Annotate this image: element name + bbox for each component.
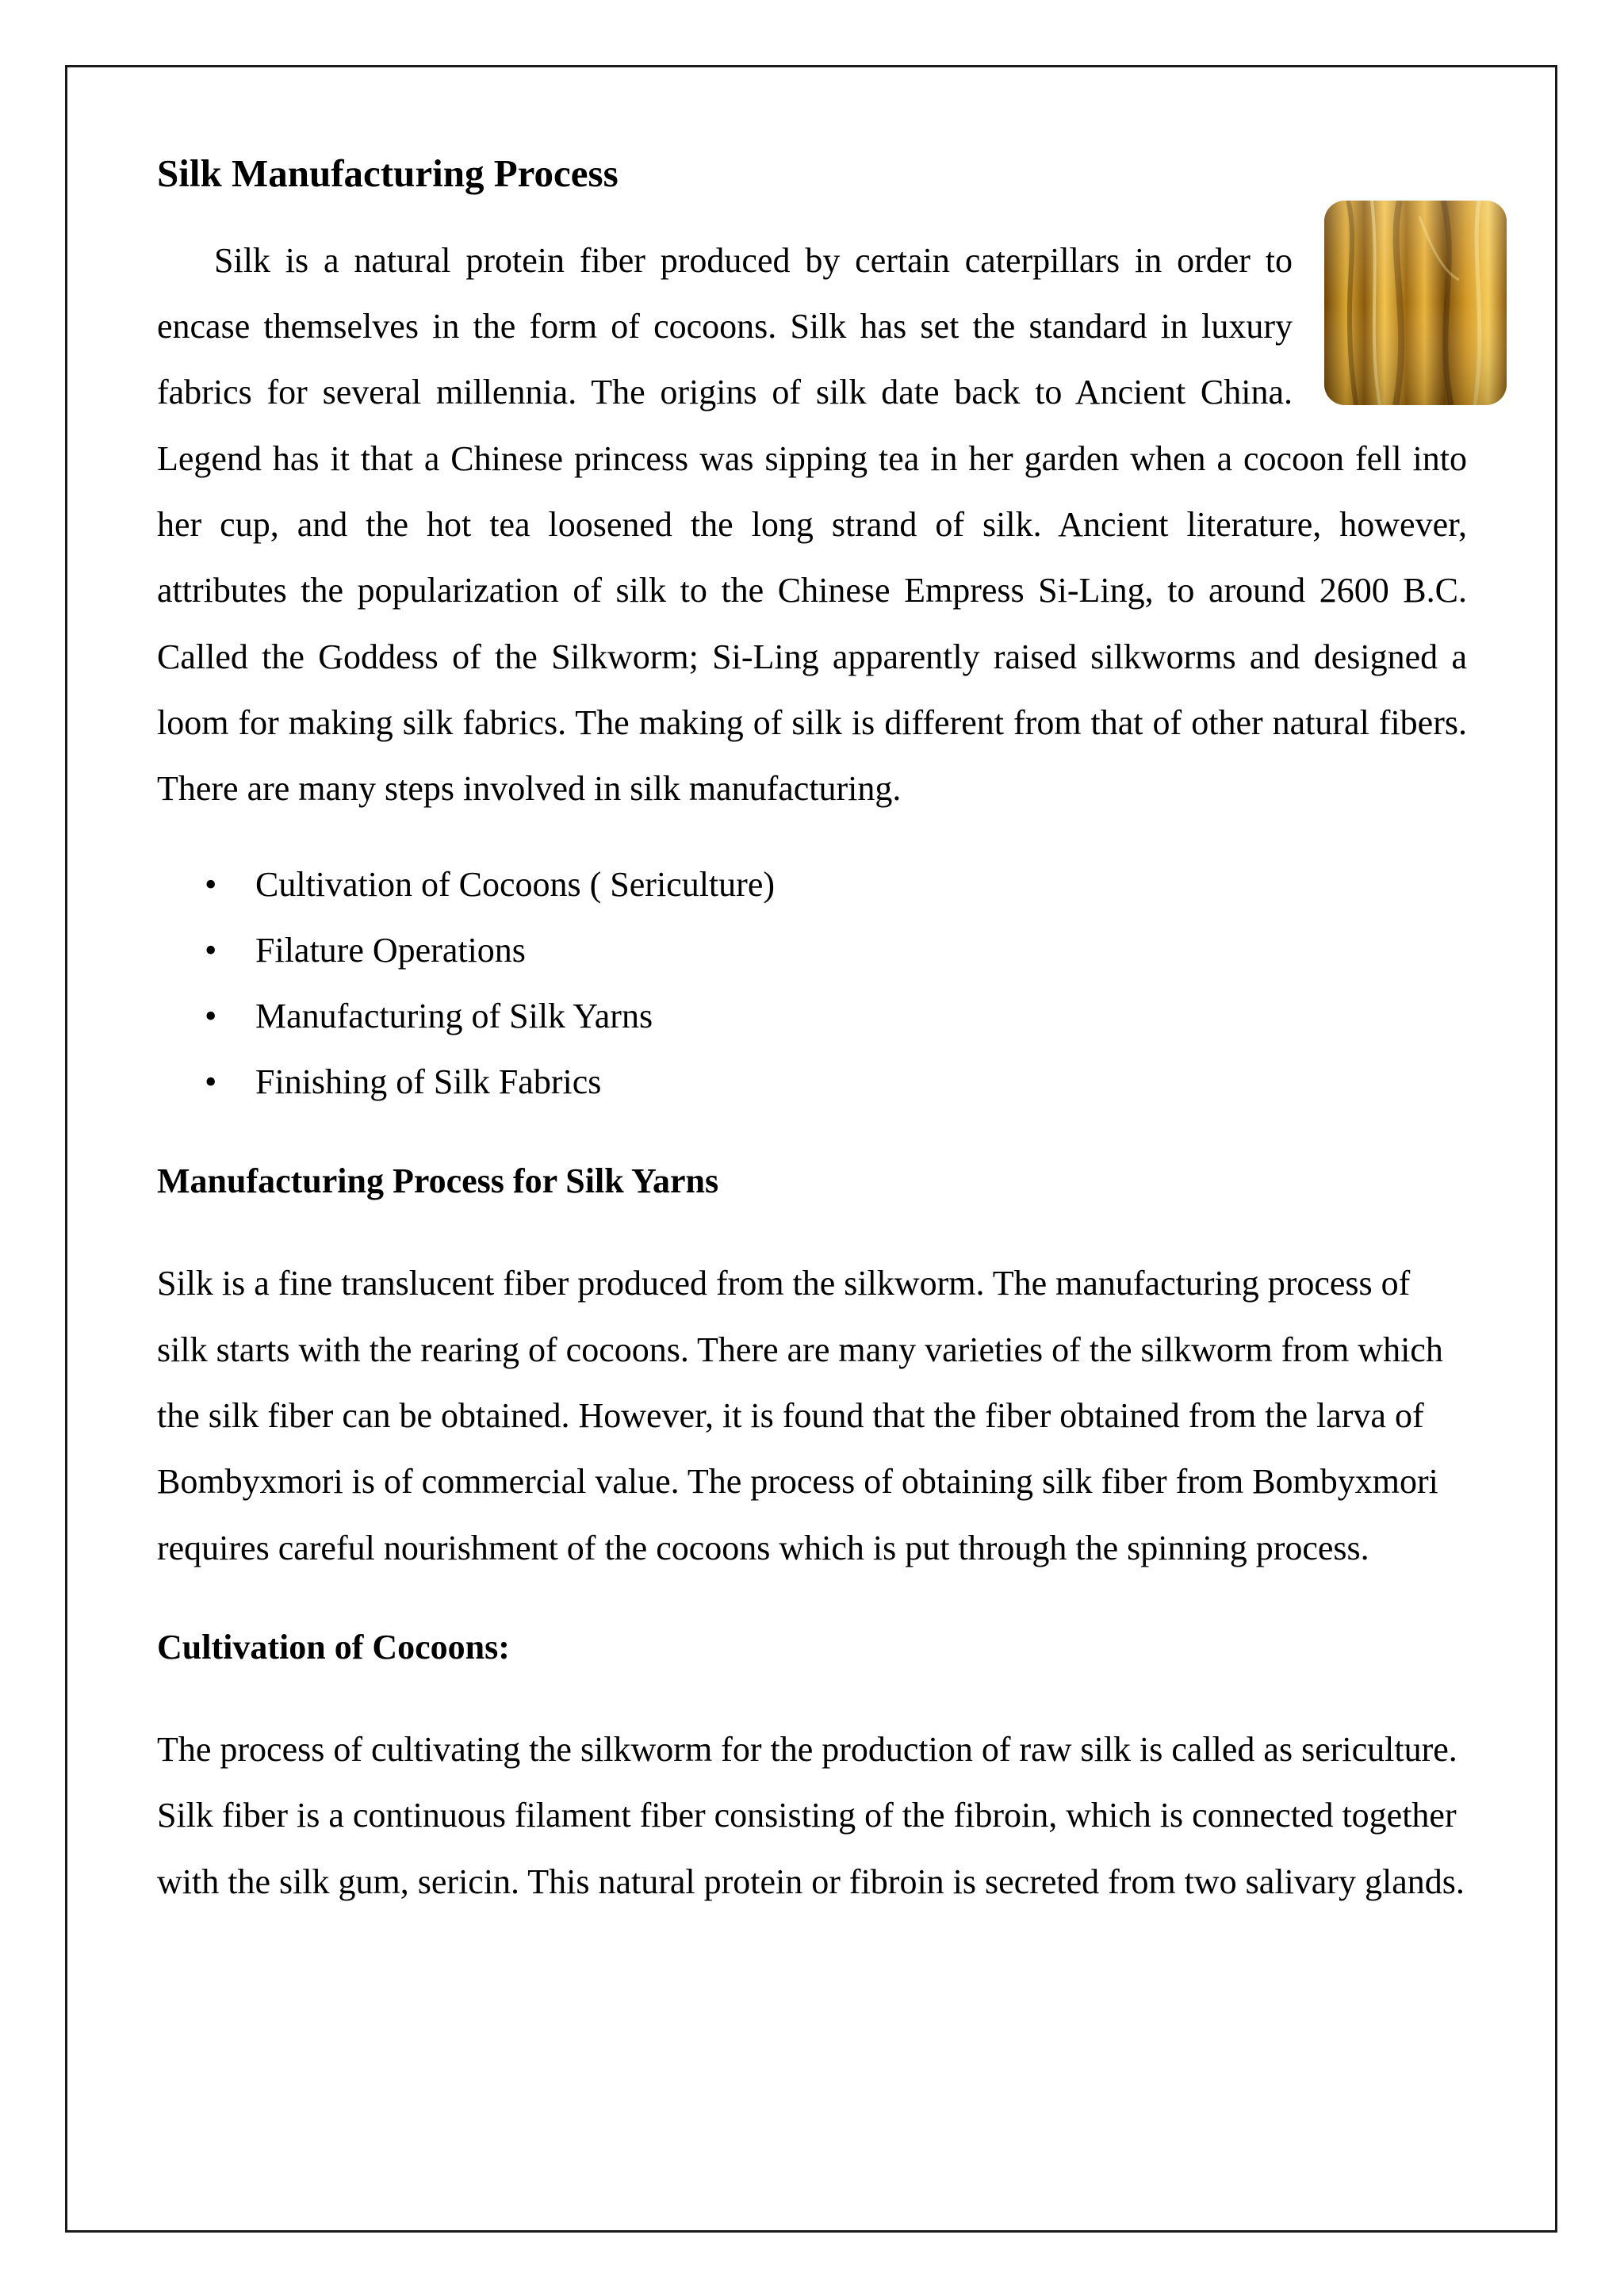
bullet-icon: • xyxy=(205,1062,217,1102)
list-item xyxy=(157,983,1467,1049)
bullet-icon: • xyxy=(205,865,217,905)
section-paragraph-cultivation: The process of cultivating the silkworm for the production of raw silk is called as sericulture. Silk fiber is a continuous filament fiber consisting of the fibroin, which is connected together with the silk gum, sericin. This natural protein or fibroin is secreted from two salivary glands. xyxy=(157,1729,1465,1901)
section-paragraph-yarns: Silk is a fine translucent fiber produced from the silkworm. The manufacturing process of silk starts with the rearing of cocoons. There are many varieties of the silkworm from which the silk fiber can be obtained. However, it is found that the fiber obtained from the larva of Bombyxmori is of commercial value. The process of obtaining silk fiber from Bombyxmori requires careful nourishment of the cocoons which is put through the spinning process. xyxy=(157,1264,1443,1567)
section-heading-yarns: Manufacturing Process for Silk Yarns xyxy=(157,1161,719,1201)
silk-fabric-illustration xyxy=(1324,201,1507,405)
page-title: Silk Manufacturing Process xyxy=(157,151,619,195)
document-body xyxy=(157,151,1467,1915)
list-item xyxy=(157,851,1467,917)
step-label: Finishing of Silk Fabrics xyxy=(255,1062,602,1102)
step-label: Cultivation of Cocoons ( Sericulture) xyxy=(255,865,775,905)
list-item xyxy=(157,1049,1467,1115)
section-heading-cultivation: Cultivation of Cocoons: xyxy=(157,1627,510,1667)
silk-fabric-image xyxy=(1324,201,1507,405)
list-item xyxy=(157,917,1467,983)
step-label: Manufacturing of Silk Yarns xyxy=(255,997,653,1036)
bullet-icon: • xyxy=(205,931,217,970)
intro-paragraph: Silk is a natural protein fiber produced by certain caterpillars in order to encase themselves in the form of cocoons. Silk has set the standard in luxury fabrics for several millennia. The origins of silk date back to Ancient China. Legend has it that a Chinese princess was sipping tea in her garden when a cocoon fell into her cup, and the hot tea loosened the long strand of silk. Ancient literature, however, attributes the popularization of silk to the Chinese Empress Si-Ling, to around 2600 B.C. Called the Goddess of the Silkworm; Si-Ling apparently raised silkworms and designed a loom for making silk fabrics. The making of silk is different from that of other natural fibers. There are many steps involved in silk manufacturing. xyxy=(157,240,1467,809)
process-steps-list xyxy=(157,851,1467,1115)
step-label: Filature Operations xyxy=(255,931,526,970)
bullet-icon: • xyxy=(205,997,217,1036)
